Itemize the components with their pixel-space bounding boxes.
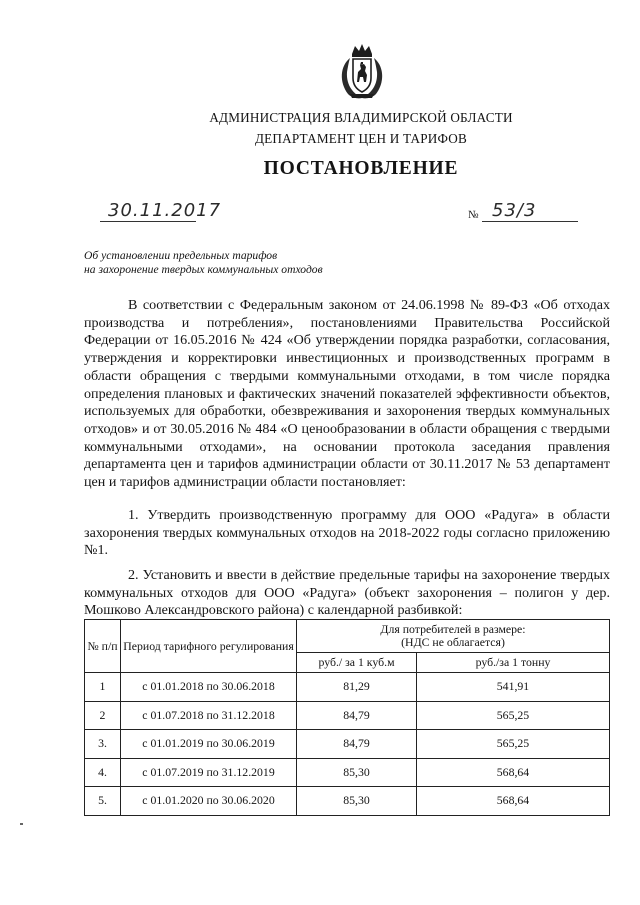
row-number: 1: [85, 673, 121, 702]
table-row: [85, 787, 610, 816]
table-header-row: [85, 620, 610, 653]
row-period: с 01.07.2019 по 31.12.2019: [121, 758, 297, 787]
table-row: [85, 730, 610, 759]
header-period-label: Период тарифного регулирования: [123, 638, 294, 653]
row-per-cubic: 85,30: [297, 758, 417, 787]
header-number-label: № п/п: [87, 638, 118, 653]
organization-name: АДМИНИСТРАЦИЯ ВЛАДИМИРСКОЙ ОБЛАСТИ: [209, 110, 513, 125]
header-consumers-group: [297, 620, 610, 653]
subject-line-1: Об установлении предельных тарифов: [84, 249, 278, 262]
row-per-cubic: 85,30: [297, 787, 417, 816]
coat-of-arms-icon: [336, 42, 388, 100]
header-group-line-2: (НДС не облагается): [401, 635, 505, 649]
clause-1-paragraph: 1. Утвердить производственную программу для ООО «Радуга» в области захоронения твердых коммунальных отходов на 2018-2022 годы согласно приложению №1.: [84, 507, 610, 559]
row-per-ton: 568,64: [417, 787, 610, 816]
tariff-table: [84, 619, 610, 816]
preamble-paragraph: В соответствии с Федеральным законом от 24.06.1998 № 89-ФЗ «Об отходах производства и потребления», постановлениями Правительства Российской Федерации от 16.05.2016 № 424 «Об утверждении порядка разработки, согласования, утверждения и корректировки инвестиционных и производственных программ в области обращения с твердыми коммунальными отходами, в том числе порядка определения плановых и фактических значений показателей эффективности объектов, используемых для обработки, обезвреживания и захоронения твердых коммунальных отходов» и от 30.05.2016 № 484 «О ценообразовании в области обращения с твердыми коммунальными отходами», на основании протокола заседания правления департамента цен и тарифов администрации области от 30.11.2017 № 53 департамент цен и тарифов администрации области постановляет:: [84, 297, 610, 491]
header-per-ton: руб./за 1 тонну: [417, 653, 610, 673]
number-underline: [482, 221, 578, 222]
document-title: ПОСТАНОВЛЕНИЕ: [263, 158, 459, 179]
row-number: 3.: [85, 730, 121, 759]
date-underline: [100, 221, 196, 222]
row-period: с 01.01.2020 по 30.06.2020: [121, 787, 297, 816]
scan-speck: [20, 823, 23, 825]
clause-2-paragraph: 2. Установить и ввести в действие предельные тарифы на захоронение твердых коммунальных отходов для ООО «Радуга» (объект захоронения – полигон у дер. Мошково Александровского района) с календарной разбивкой:: [84, 567, 610, 619]
row-period: с 01.01.2018 по 30.06.2018: [121, 673, 297, 702]
document-number: 53/3: [492, 200, 537, 221]
document-date: 30.11.2017: [108, 200, 222, 221]
row-per-ton: 568,64: [417, 758, 610, 787]
department-name: ДЕПАРТАМЕНТ ЦЕН И ТАРИФОВ: [254, 131, 468, 146]
header-number: [85, 620, 121, 673]
table-row: [85, 673, 610, 702]
row-number: 5.: [85, 787, 121, 816]
header-per-cubic-meter: руб./ за 1 куб.м: [297, 653, 417, 673]
row-per-cubic: 84,79: [297, 701, 417, 730]
row-period: с 01.01.2019 по 30.06.2019: [121, 730, 297, 759]
row-per-cubic: 81,29: [297, 673, 417, 702]
row-per-ton: 541,91: [417, 673, 610, 702]
table-row: [85, 758, 610, 787]
row-number: 2: [85, 701, 121, 730]
row-period: с 01.07.2018 по 31.12.2018: [121, 701, 297, 730]
number-sign: №: [468, 209, 479, 221]
row-per-cubic: 84,79: [297, 730, 417, 759]
header-group-line-1: Для потребителей в размере:: [380, 622, 526, 636]
row-per-ton: 565,25: [417, 730, 610, 759]
document-subject: [84, 249, 323, 277]
subject-line-2: на захоронение твердых коммунальных отходов: [84, 263, 323, 276]
header-period: [121, 620, 297, 673]
table-row: [85, 701, 610, 730]
row-number: 4.: [85, 758, 121, 787]
row-per-ton: 565,25: [417, 701, 610, 730]
